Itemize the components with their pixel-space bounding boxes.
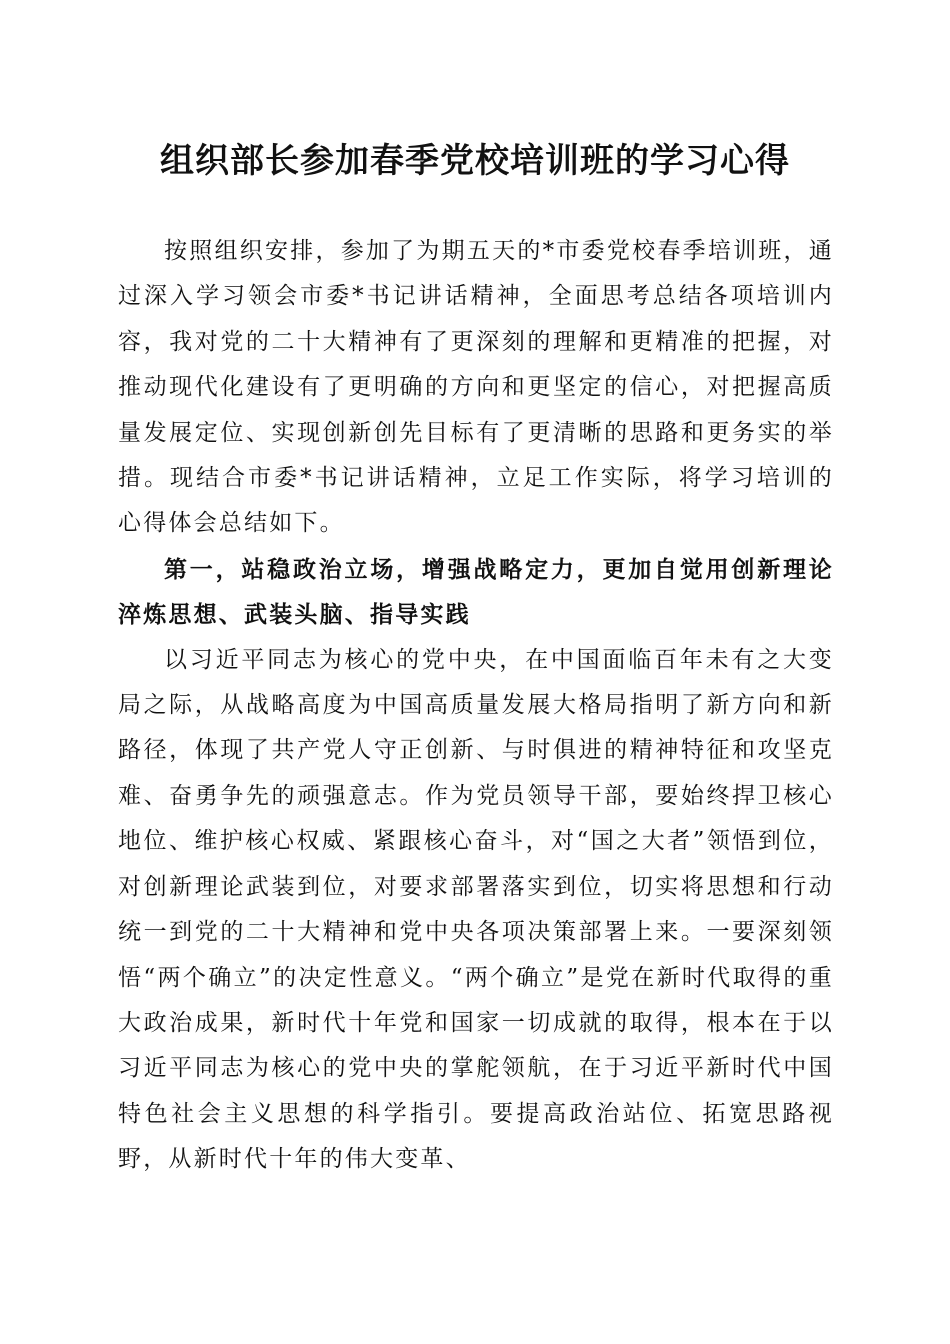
section-heading-1: 第一，站稳政治立场，增强战略定力，更加自觉用创新理论淬炼思想、武装头脑、指导实践 [118,555,834,629]
paragraph-intro: 按照组织安排，参加了为期五天的*市委党校春季培训班，通过深入学习领会市委*书记讲话精神，全面思考总结各项培训内容，我对党的二十大精神有了更深刻的理解和更精准的把握，对推动现代化建设有了更明确的方向和更坚定的信心，对把握高质量发展定位、实现创新创先目标有了更清晰的思路和更务实的举措。现结合市委*书记讲话精神，立足工作实际，将学习培训的心得体会总结如下。 [118,238,834,537]
paragraph-section-1: 以习近平同志为核心的党中央，在中国面临百年未有之大变局之际，从战略高度为中国高质量发展大格局指明了新方向和新路径，体现了共产党人守正创新、与时俱进的精神特征和攻坚克难、奋勇争先的顽强意志。作为党员领导干部，要始终捍卫核心地位、维护核心权威、紧跟核心奋斗，对“国之大者”领悟到位，对创新理论武装到位，对要求部署落实到位，切实将思想和行动统一到党的二十大精神和党中央各项决策部署上来。一要深刻领悟“两个确立”的决定性意义。“两个确立”是党在新时代取得的重大政治成果，新时代十年党和国家一切成就的取得，根本在于以习近平同志为核心的党中央的掌舵领航，在于习近平新时代中国特色社会主义思想的科学指引。要提高政治站位、拓宽思路视野，从新时代十年的伟大变革、 [118,646,834,1173]
document-title: 组织部长参加春季党校培训班的学习心得 [160,141,790,181]
document-body [118,229,834,1183]
